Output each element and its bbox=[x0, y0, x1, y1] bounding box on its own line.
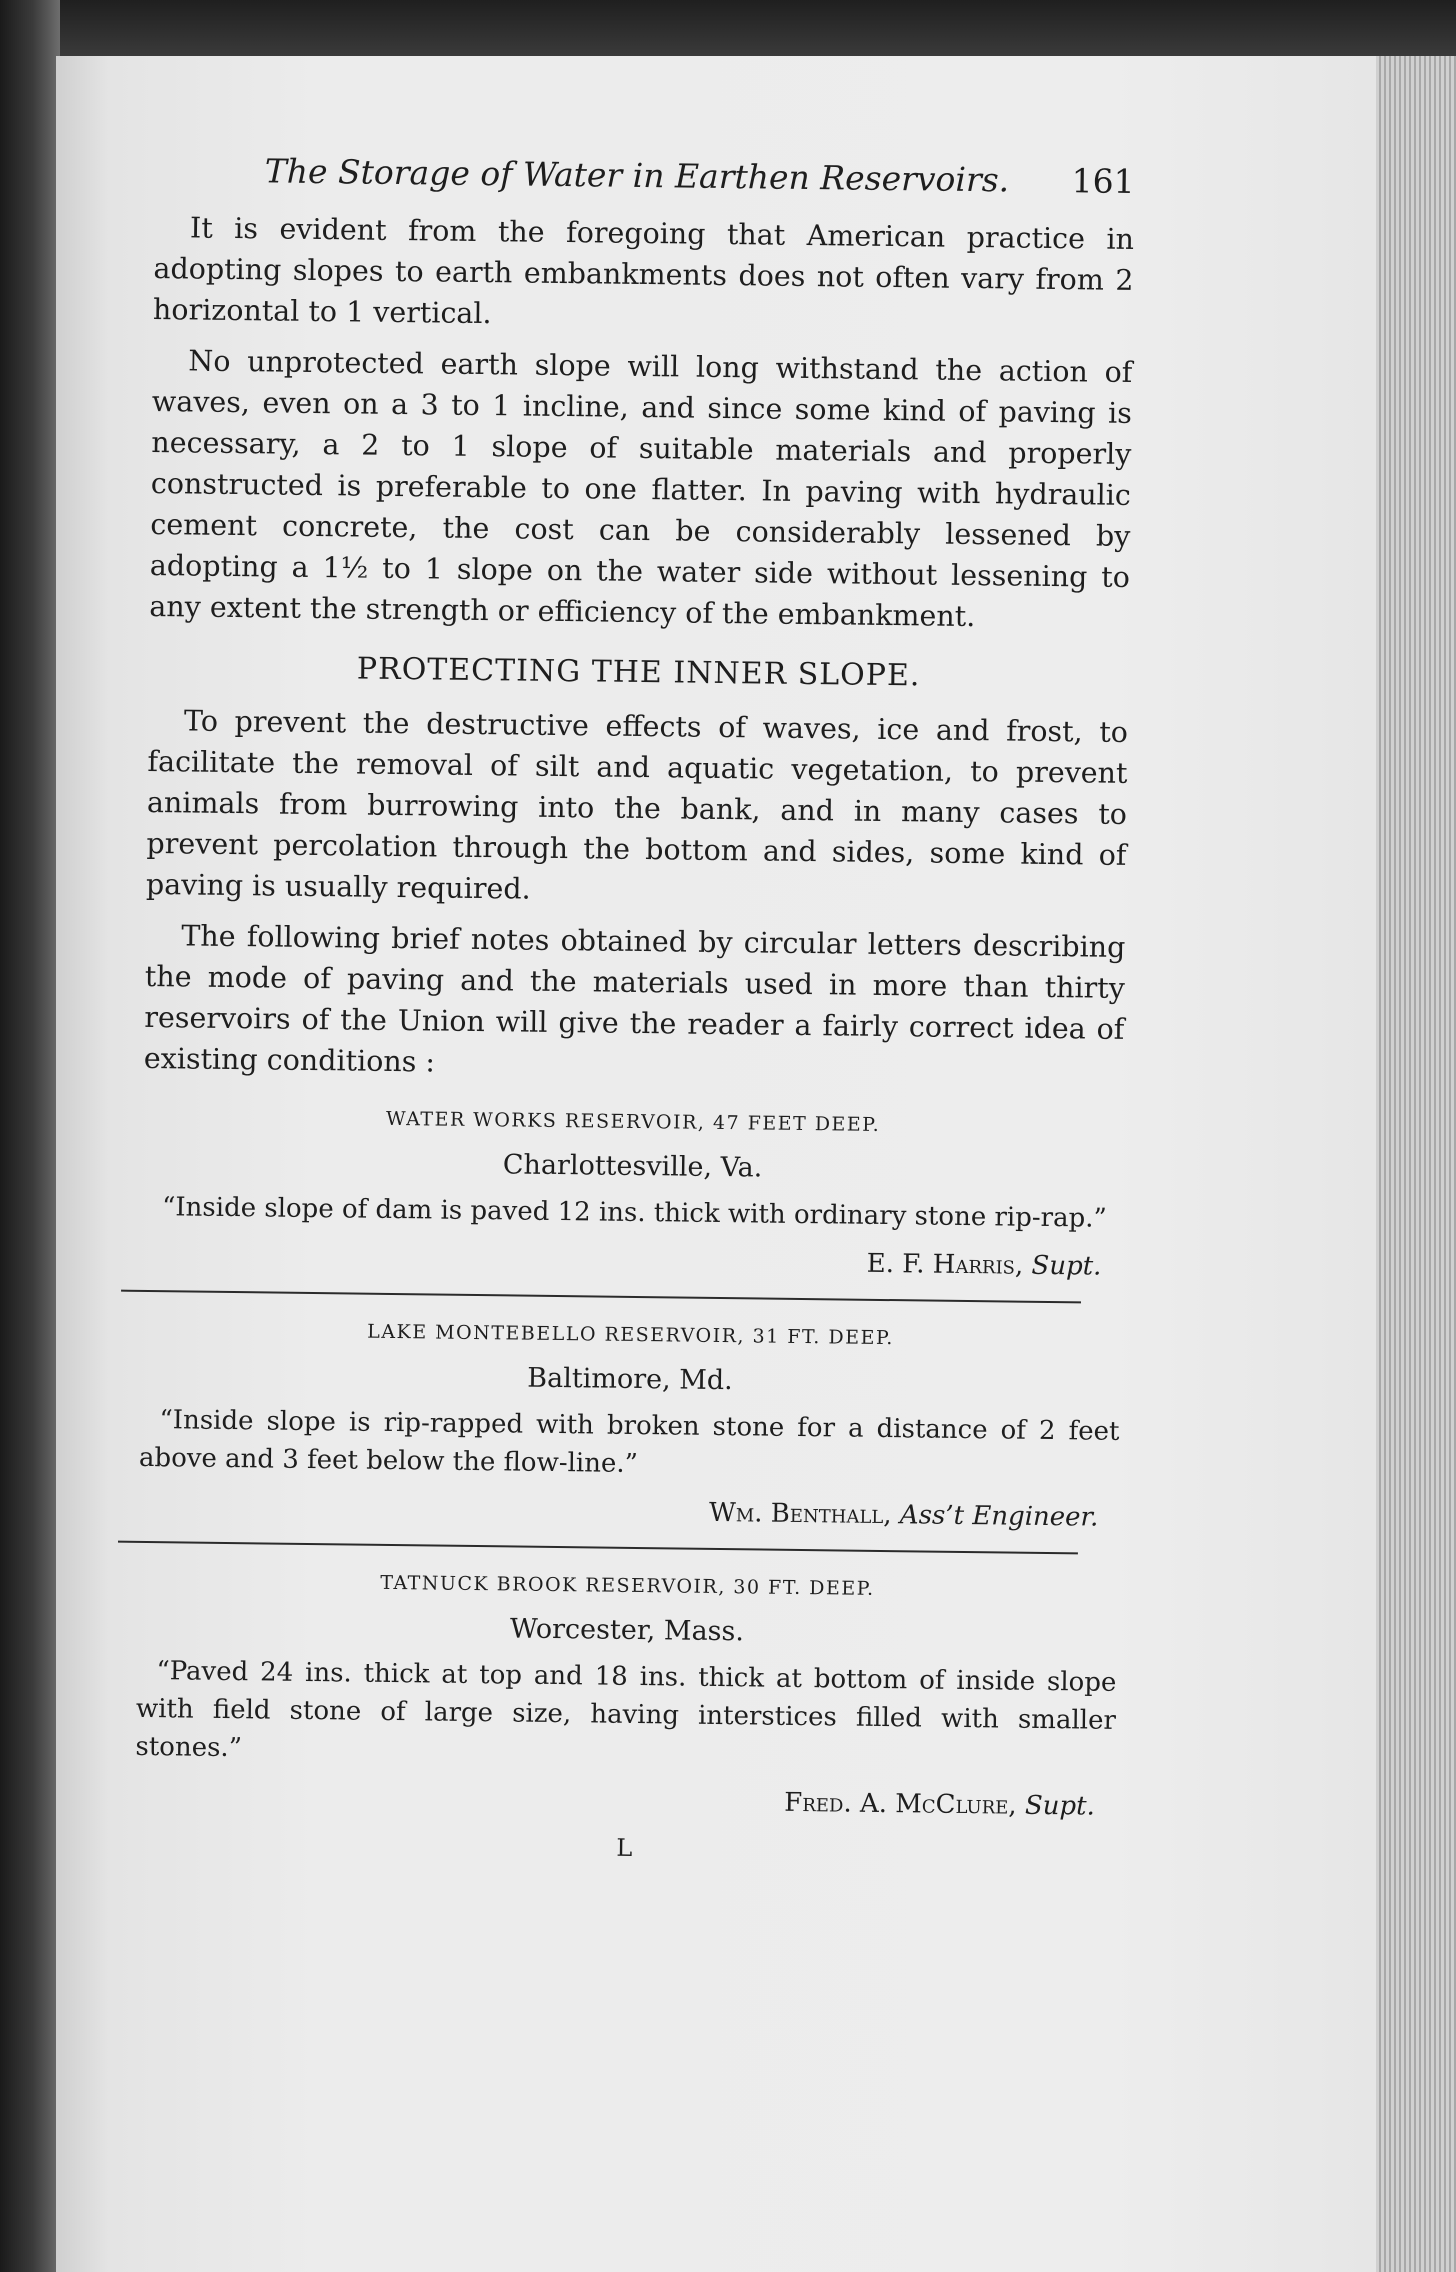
reservoir-title: TATNUCK BROOK RESERVOIR, 30 FT. DEEP. bbox=[380, 1571, 875, 1600]
book-gutter bbox=[0, 0, 60, 2272]
reservoir-entry bbox=[138, 1318, 1121, 1555]
reservoir-quote: “Inside slope of dam is paved 12 ins. thick with ordinary stone rip-rap.” bbox=[161, 1192, 1107, 1234]
reservoir-title: WATER WORKS RESERVOIR, 47 FEET DEEP. bbox=[385, 1107, 881, 1136]
reservoir-place: Baltimore, Md. bbox=[527, 1362, 733, 1397]
paragraph-slopes: It is evident from the foregoing that American practice in adopting slopes to earth embankments does not often vary from 2 horizontal to 1 vertical. bbox=[152, 211, 1135, 331]
running-title: The Storage of Water in Earthen Reservoirs. bbox=[264, 151, 1010, 200]
reservoir-quote: “Paved 24 ins. thick at top and 18 ins. thick at bottom of inside slope with field stone of large size, having interstices filled with smaller stones.” bbox=[135, 1656, 1117, 1764]
signer-title: Supt. bbox=[1031, 1250, 1102, 1282]
paragraph-paving-purpose: To prevent the destructive effects of waves, ice and frost, to facilitate the removal of silt and aquatic vegetation, to prevent animals from burrowing into the bank, and in many cases to prevent percolation through the bottom and sides, some kind of paving is usually required. bbox=[145, 704, 1129, 906]
paragraph-circular-letters: The following brief notes obtained by circular letters describing the mode of paving and the materials used in more than thirty reservoirs of the Union will give the reader a fairly correct idea of existing conditions : bbox=[143, 919, 1126, 1079]
signer-name: Wm. Benthall, bbox=[708, 1497, 892, 1531]
signer-title: Supt. bbox=[1024, 1790, 1096, 1822]
reservoir-signature bbox=[135, 1780, 1115, 1822]
scan-top-border bbox=[56, 0, 1456, 56]
reservoir-title: LAKE MONTEBELLO RESERVOIR, 31 FT. DEEP. bbox=[367, 1320, 895, 1350]
page-content bbox=[134, 150, 1135, 1868]
entry-divider bbox=[118, 1541, 1078, 1555]
reservoir-place: Charlottesville, Va. bbox=[502, 1149, 763, 1184]
page-number: 161 bbox=[1071, 161, 1135, 201]
signer-title: Ass’t Engineer. bbox=[899, 1500, 1099, 1533]
reservoir-entry bbox=[141, 1105, 1123, 1304]
signer-name: E. F. Harris, bbox=[866, 1248, 1024, 1281]
reservoir-place: Worcester, Mass. bbox=[509, 1613, 745, 1648]
section-heading: PROTECTING THE INNER SLOPE. bbox=[356, 651, 921, 694]
signer-name: Fred. A. McClure, bbox=[784, 1787, 1017, 1821]
reservoir-signature bbox=[141, 1240, 1121, 1282]
printer-signature-mark: L bbox=[616, 1833, 633, 1862]
page-edges bbox=[1376, 56, 1456, 2272]
paragraph-unprotected-slope: No unprotected earth slope will long withstand the action of waves, even on a 3 to 1 incline, and since some kind of paving is necessary, a 2 to 1 slope of suitable materials and properly constructed is preferable to one flatter. In paving with hydraulic cement concrete, the cost can be considerably lessened by adopting a 1½ to 1 slope on the water side without lessening to any extent the strength or efficiency of the embankment. bbox=[149, 344, 1133, 634]
reservoir-entry bbox=[135, 1569, 1118, 1822]
reservoir-signature bbox=[138, 1491, 1118, 1533]
entry-divider bbox=[121, 1290, 1081, 1304]
reservoir-quote: “Inside slope is rip-rapped with broken stone for a distance of 2 feet above and 3 feet below the flow-line.” bbox=[138, 1405, 1120, 1479]
